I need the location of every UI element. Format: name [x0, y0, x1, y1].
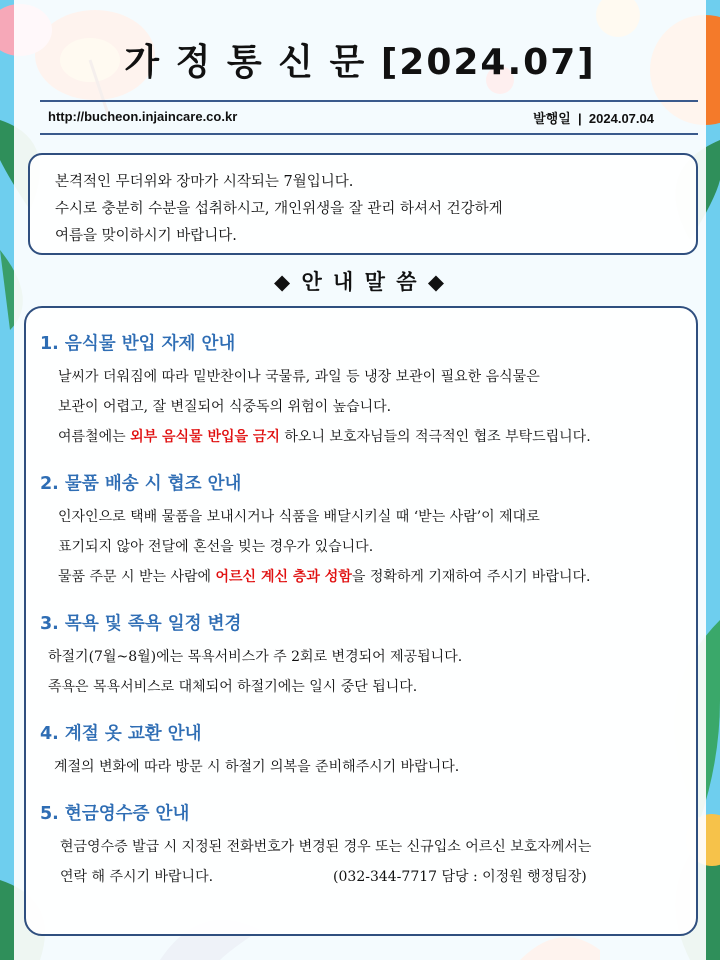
header-rule-bottom — [40, 133, 698, 135]
intro-box — [28, 153, 698, 255]
text-run: 하오니 보호자님들의 적극적인 협조 부탁드립니다. — [279, 429, 591, 445]
section-title-bath: 3. 목욕 및 족욕 일정 변경 — [40, 614, 242, 634]
emphasis-text: 어르신 계신 층과 성함 — [215, 569, 352, 585]
section-text — [58, 566, 590, 586]
section-text: 계절의 변화에 따라 방문 시 하절기 의복을 준비해주시기 바랍니다. — [54, 759, 460, 775]
section-title-receipt: 5. 현금영수증 안내 — [40, 804, 190, 824]
section-text: 보관이 어렵고, 잘 변질되어 식중독의 위험이 높습니다. — [58, 399, 392, 415]
section-title-food: 1. 음식물 반입 자제 안내 — [40, 334, 236, 354]
notice-heading: ◆ 안 내 말 씀 ◆ — [274, 270, 446, 294]
section-title-delivery: 2. 물품 배송 시 협조 안내 — [40, 474, 242, 494]
section-text: 족욕은 목욕서비스로 대체되어 하절기에는 일시 중단 됩니다. — [48, 679, 418, 695]
text-run: 연락 해 주시기 바랍니다. — [60, 869, 214, 885]
issue-label: 발행일 — [533, 111, 571, 126]
section-text — [58, 426, 591, 446]
intro-line: 수시로 충분히 수분을 섭취하시고, 개인위생을 잘 관리 하셔서 건강하게 — [55, 201, 503, 217]
section-text — [60, 866, 587, 886]
section-text: 날씨가 더워짐에 따라 밑반찬이나 국물류, 과일 등 냉장 보관이 필요한 음식물은 — [58, 369, 540, 385]
intro-line: 여름을 맞이하시기 바랍니다. — [55, 228, 237, 244]
contact-phone: (032-344-7717 담당 : 이정원 행정팀장) — [333, 869, 587, 885]
section-text: 현금영수증 발급 시 지정된 전화번호가 변경된 경우 또는 신규입소 어르신 보호자께서는 — [60, 839, 592, 855]
page-title: 가 정 통 신 문 [2024.07] — [124, 42, 596, 83]
issue-date — [533, 108, 654, 127]
section-title-clothes: 4. 계절 옷 교환 안내 — [40, 724, 202, 744]
issue-date-value: 2024.07.04 — [588, 111, 654, 126]
website-url[interactable]: http://bucheon.injaincare.co.kr — [48, 109, 238, 124]
notice-box — [24, 306, 698, 936]
header-rule-top — [40, 100, 698, 102]
section-text: 하절기(7월~8월)에는 목욕서비스가 주 2회로 변경되어 제공됩니다. — [48, 649, 463, 665]
section-text: 표기되지 않아 전달에 혼선을 빚는 경우가 있습니다. — [58, 539, 374, 555]
intro-line: 본격적인 무더위와 장마가 시작되는 7월입니다. — [55, 174, 354, 190]
issue-separator: | — [578, 111, 582, 126]
text-run: 을 정확하게 기재하여 주시기 바랍니다. — [351, 569, 591, 585]
text-run: 여름철에는 — [58, 429, 131, 445]
text-run: 물품 주문 시 받는 사람에 — [58, 569, 216, 585]
section-text: 인자인으로 택배 물품을 보내시거나 식품을 배달시키실 때 ‘받는 사람’이 제대로 — [58, 509, 540, 525]
emphasis-text: 외부 음식물 반입을 금지 — [130, 429, 280, 445]
